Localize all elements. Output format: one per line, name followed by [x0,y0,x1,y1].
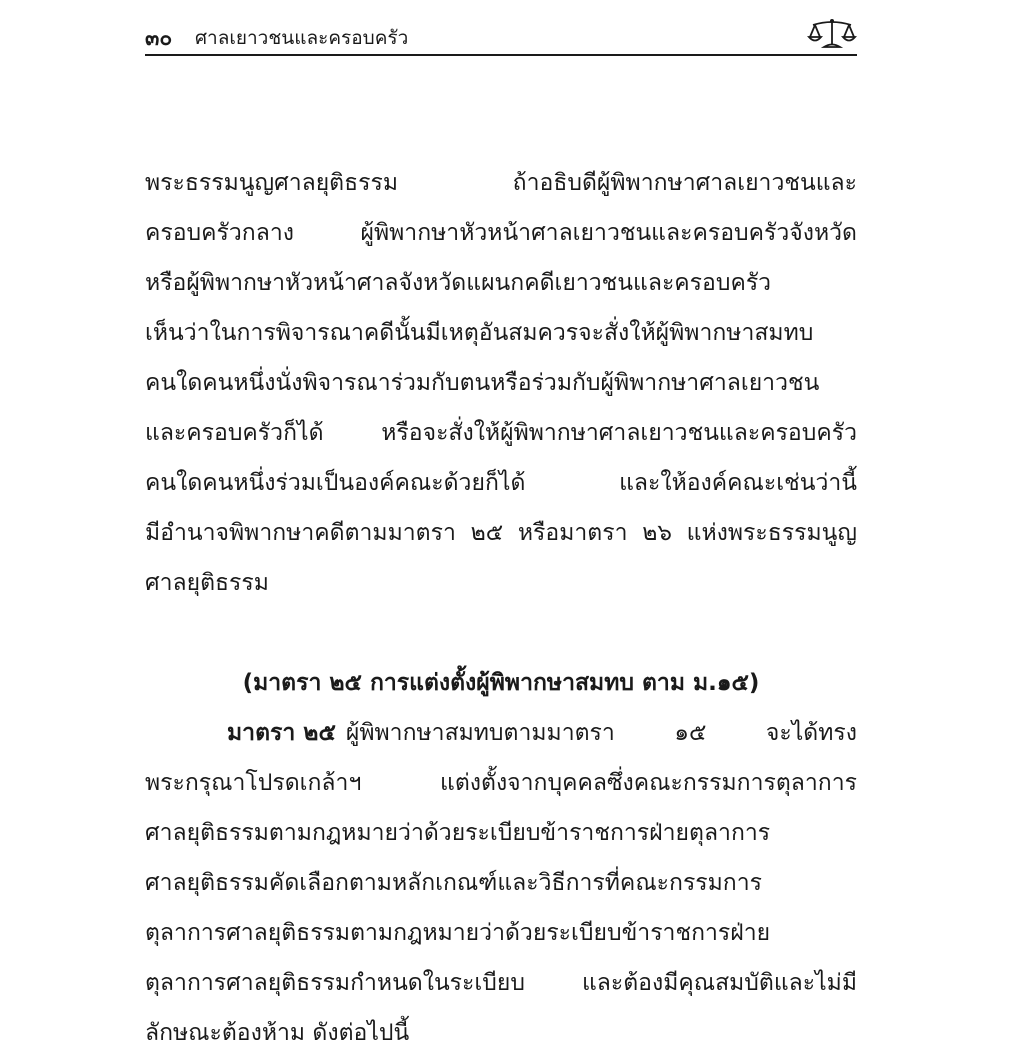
section-number-label: มาตรา ๒๕ [227,720,336,746]
section-line: ตุลาการศาลยุติธรรมตามกฎหมายว่าด้วยระเบียบข้าราชการฝ่าย [145,920,771,946]
paragraph-line: เห็นว่าในการพิจารณาคดีนั้นมีเหตุอันสมควรจะสั่งให้ผู้พิพากษาสมทบ [145,320,814,346]
section-line: พระกรุณาโปรดเกล้าฯ แต่งตั้งจากบุคคลซึ่งคณะกรรมการตุลาการ [145,770,857,796]
section-first-line-text: ผู้พิพากษาสมทบตามมาตรา ๑๕ จะได้ทรง [345,720,857,746]
paragraph-spacer [145,608,857,658]
page-header [145,18,857,56]
paragraph-line: มีอำนาจพิพากษาคดีตามมาตรา ๒๕ หรือมาตรา ๒๖ แห่งพระธรรมนูญ [145,520,857,546]
scales-of-justice-icon [807,18,857,50]
section-line: ศาลยุติธรรมตามกฎหมายว่าด้วยระเบียบข้าราชการฝ่ายตุลาการ [145,820,771,846]
paragraph-line: คนใดคนหนึ่งนั่งพิจารณาร่วมกับตนหรือร่วมกับผู้พิพากษาศาลเยาวชน [145,370,820,396]
page-number: ๓๐ [145,26,173,50]
section-line: ศาลยุติธรรมคัดเลือกตามหลักเกณฑ์และวิธีการที่คณะกรรมการ [145,870,763,896]
section-line: ลักษณะต้องห้าม ดังต่อไปนี้ [145,1020,410,1046]
paragraph-line: หรือผู้พิพากษาหัวหน้าศาลจังหวัดแผนกคดีเยาวชนและครอบครัว [145,270,772,296]
paragraph-line: และครอบครัวก็ได้ หรือจะสั่งให้ผู้พิพากษาศาลเยาวชนและครอบครัว [145,420,857,446]
paragraph-line: พระธรรมนูญศาลยุติธรรม ถ้าอธิบดีผู้พิพากษาศาลเยาวชนและ [145,170,857,196]
paragraph-line: ศาลยุติธรรม [145,570,269,596]
paragraph-line: คนใดคนหนึ่งร่วมเป็นองค์คณะด้วยก็ได้ และให้องค์คณะเช่นว่านี้ [145,470,857,496]
section-heading: (มาตรา ๒๕ การแต่งตั้งผู้พิพากษาสมทบ ตาม ม.๑๕) [242,670,760,696]
body-text [145,158,857,1058]
section-first-line [145,708,857,758]
section-line: ตุลาการศาลยุติธรรมกำหนดในระเบียบ และต้องมีคุณสมบัติและไม่มี [145,970,857,996]
paragraph-line: ครอบครัวกลาง ผู้พิพากษาหัวหน้าศาลเยาวชนและครอบครัวจังหวัด [145,220,857,246]
running-title: ศาลเยาวชนและครอบครัว [195,27,409,49]
